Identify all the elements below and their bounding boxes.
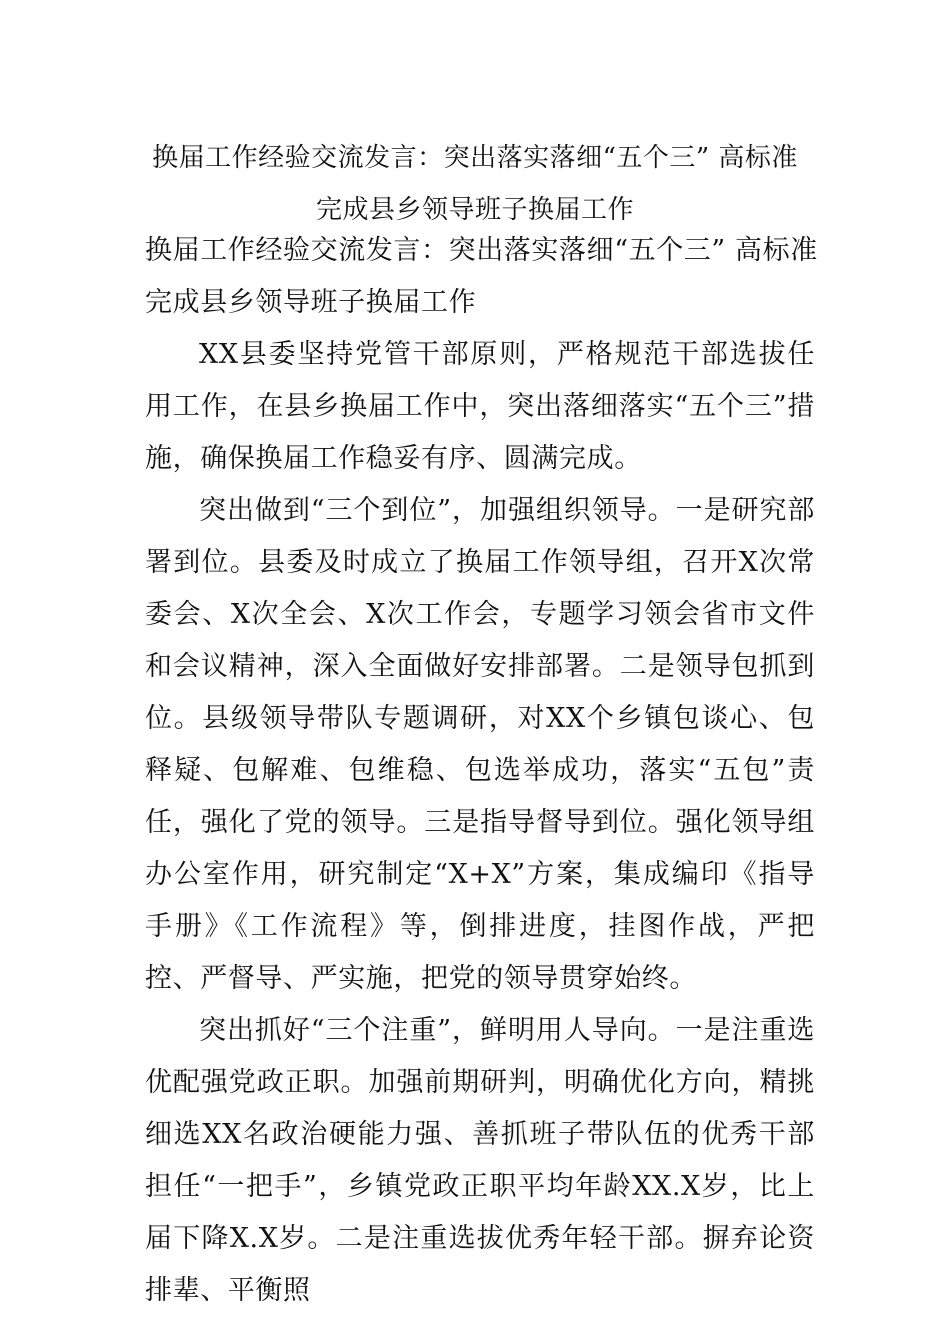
document-title: [130, 132, 820, 236]
heading-repeat-line-2: 完成县乡领导班子换届工作: [145, 287, 477, 318]
document-body: [145, 225, 818, 1317]
paragraph-intro: XX县委坚持党管干部原则，严格规范干部选拔任用工作，在县乡换届工作中，突出落细落实“五个三”措施，确保换届工作稳妥有序、圆满完成。: [145, 339, 815, 474]
title-line-1: 换届工作经验交流发言：突出落实落细“五个三” 高标准: [152, 143, 798, 173]
title-line-2: 完成县乡领导班子换届工作: [315, 195, 634, 225]
paragraph-three-emphases: 突出抓好“三个注重”，鲜明用人导向。一是注重选优配强党政正职。加强前期研判，明确优化方向，精挑细选XX名政治硬能力强、善抓班子带队伍的优秀干部担任“一把手”，乡镇党政正职平均年龄XX.X岁，比上届下降X.X岁。二是注重选拔优秀年轻干部。摒弃论资排辈、平衡照: [145, 1015, 815, 1306]
paragraph-three-in-place: 突出做到“三个到位”，加强组织领导。一是研究部署到位。县委及时成立了换届工作领导组，召开X次常委会、X次全会、X次工作会，专题学习领会省市文件和会议精神，深入全面做好安排部署。二是领导包抓到位。县级领导带队专题调研，对XX个乡镇包谈心、包释疑、包解难、包维稳、包选举成功，落实“五包”责任，强化了党的领导。三是指导督导到位。强化领导组办公室作用，研究制定“X+X”方案，集成编印《指导手册》《工作流程》等，倒排进度，挂图作战，严把控、严督导、严实施，把党的领导贯穿始终。: [145, 495, 815, 994]
heading-repeat-line-1: 换届工作经验交流发言：突出落实落细“五个三” 高标准: [145, 235, 818, 266]
